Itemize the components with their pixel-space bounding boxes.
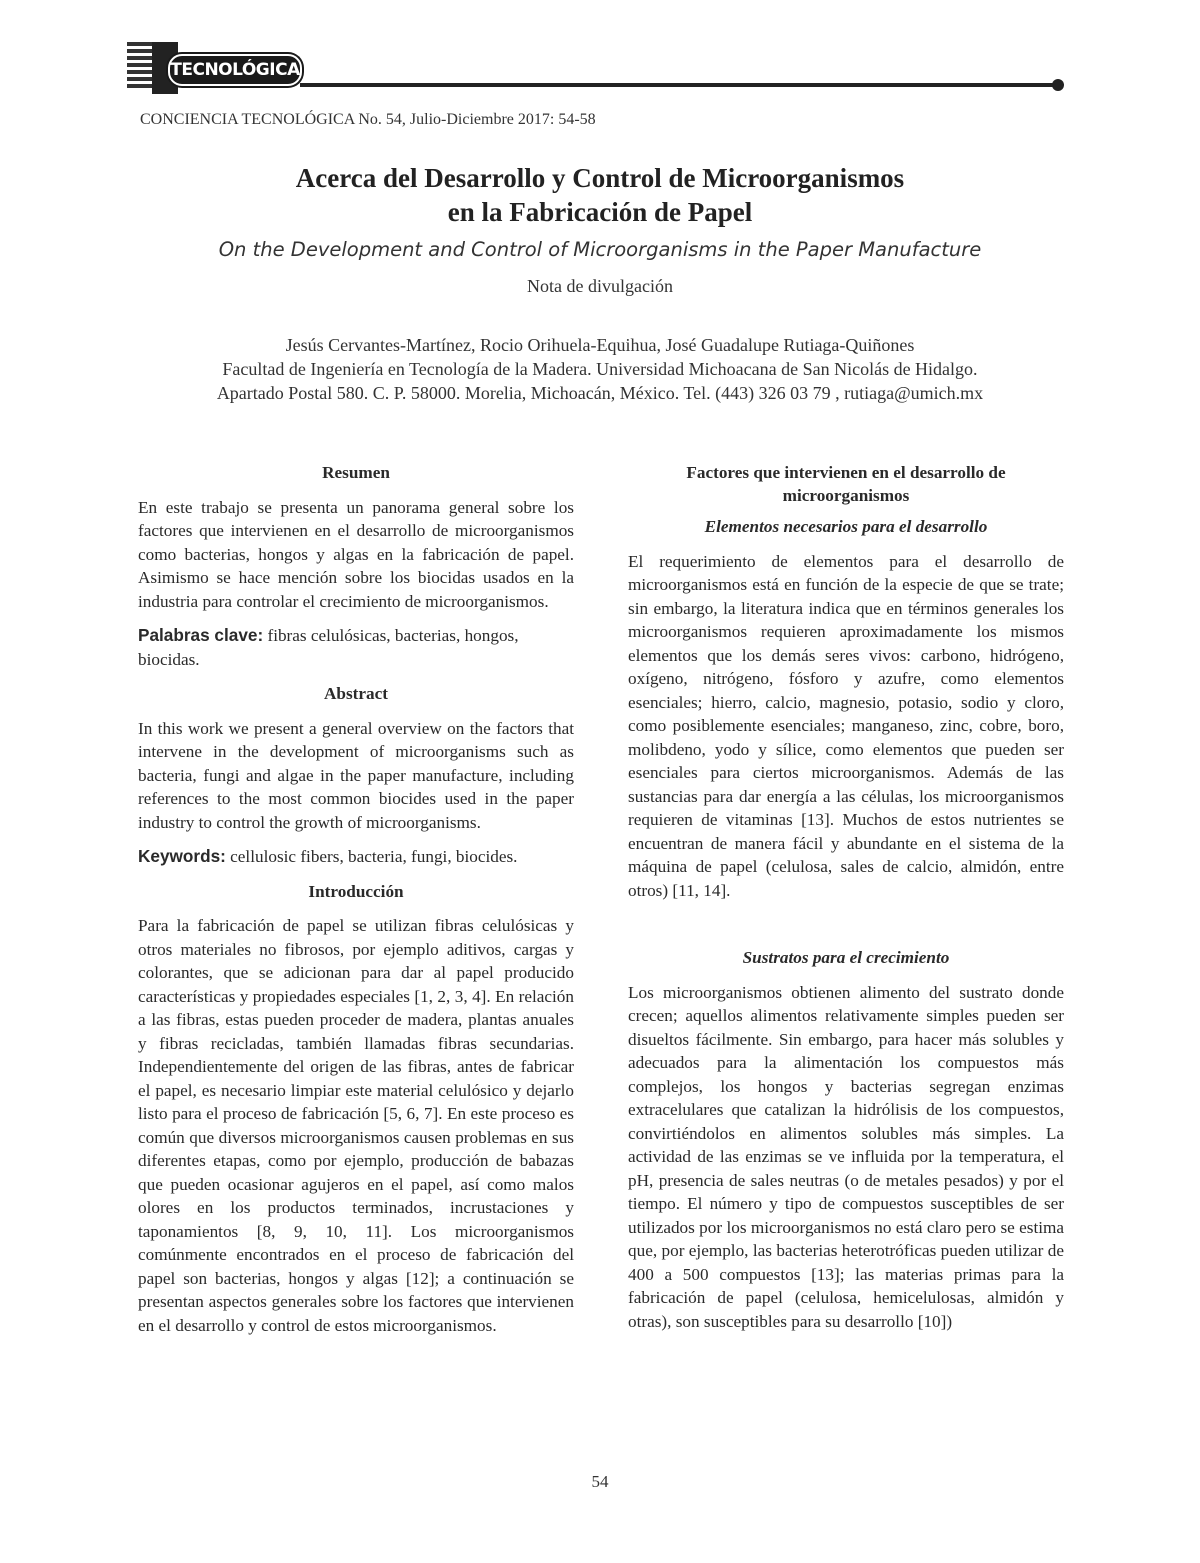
article-title: [0, 161, 1200, 229]
keywords-label: Keywords:: [138, 846, 226, 866]
page-number: 54: [591, 1472, 609, 1491]
factores-heading-line-2: microorganismos: [782, 486, 910, 505]
keywords: [138, 845, 574, 869]
left-column: [138, 461, 574, 1348]
title-line-2: en la Fabricación de Papel: [447, 197, 753, 227]
abstract-text: In this work we present a general overview on the factors that intervene in the development of microorganisms such as bacteria, fungi and algae in the paper manufacture, including references to the most common biocides used in the paper industry to control the growth of microorganisms.: [138, 718, 574, 832]
title-line-1: Acerca del Desarrollo y Control de Microorganismos: [295, 163, 905, 193]
factores-heading-line-1: Factores que intervienen en el desarrollo de: [686, 463, 1006, 482]
authors: Jesús Cervantes-Martínez, Rocio Orihuela-Equihua, José Guadalupe Rutiaga-Quiñones: [285, 335, 915, 355]
elementos-text: El requerimiento de elementos para el desarrollo de microorganismos está en función de la especie de que se trate; sin embargo, la literatura indica que en términos generales los microorganismos requieren aproximadamente los mismos elementos que los demás seres vivos: carbono, hidrógeno, oxígeno, nitrógeno, fósforo y azufre, como elementos esenciales; hierro, calcio, magnesio, potasio, sodio y cloro, como posiblemente esenciales; manganeso, zinc, cobre, boro, molibdeno, yodo y sílice, como elementos que pueden ser esenciales para ciertos microorganismos. Además de las sustancias para dar energía a las células, los microorganismos requieren de vitaminas [13]. Muchos de estos nutrientes se encuentran de manera fácil y abundante en el sistema de la máquina de papel (celulosa, sales de calcio, almidón, entre otros) [11, 14].: [628, 551, 1064, 900]
sustratos-heading: Sustratos para el crecimiento: [742, 948, 950, 967]
author-block: [0, 333, 1200, 405]
resumen-text: En este trabajo se presenta un panorama general sobre los factores que intervienen en el desarrollo de microorganismos como bacterias, hongos y algas en la fabricación de papel. Asimismo se hace mención sobre los biocidas usados en la industria para controlar el crecimiento de microorganismos.: [138, 497, 574, 611]
palabras-clave-label: Palabras clave:: [138, 625, 264, 645]
elementos-heading: Elementos necesarios para el desarrollo: [704, 517, 988, 536]
address: Apartado Postal 580. C. P. 58000. Morelia, Michoacán, México. Tel. (443) 326 03 79 , rutiaga@umich.mx: [216, 383, 984, 403]
english-title: On the Development and Control of Microorganisms in the Paper Manufacture: [218, 238, 982, 261]
header-rule: [300, 83, 1055, 87]
keywords-text: cellulosic fibers, bacteria, fungi, biocides.: [225, 847, 518, 866]
affiliation: Facultad de Ingeniería en Tecnología de la Madera. Universidad Michoacana de San Nicolás de Hidalgo.: [222, 359, 978, 379]
introduccion-heading: Introducción: [308, 881, 404, 901]
journal-logo: TECNOLÓGICA: [168, 54, 302, 86]
article-type: Nota de divulgación: [527, 276, 673, 296]
palabras-clave-text: fibras celulósicas, bacterias, hongos, biocidas.: [138, 626, 519, 669]
abstract-heading: Abstract: [324, 684, 388, 703]
journal-citation: CONCIENCIA TECNOLÓGICA No. 54, Julio-Diciembre 2017: 54-58: [140, 111, 596, 128]
header-rule-dot: [1052, 79, 1064, 91]
right-column: [628, 461, 1064, 1344]
resumen-heading: Resumen: [322, 463, 390, 482]
palabras-clave: [138, 624, 574, 671]
sustratos-text: Los microorganismos obtienen alimento del sustrato donde crecen; aquellos alimentos relativamente simples pueden ser disueltos fácilmente. Sin embargo, para hacer más solubles y adecuados para la alimentación los compuestos más complejos, los hongos y bacterias segregan enzimas extracelulares que catalizan la hidrólisis de los compuestos, convirtiéndolos en alimentos solubles más simples. La actividad de las enzimas se ve influida por la temperatura, el pH, presencia de sales neutras (o de metales pesados) y por el tiempo. El número y tipo de compuestos susceptibles de ser utilizados por los microorganismos no está claro pero se estima que, por ejemplo, las bacterias heterotróficas pueden utilizar de 400 a 500 compuestos [13]; las materias primas para la fabricación de papel (celulosa, hemicelulosas, almidón y otras), son susceptibles para su desarrollo [10]): [628, 982, 1064, 1331]
introduccion-text: Para la fabricación de papel se utilizan fibras celulósicas y otros materiales no fibrosos, por ejemplo aditivos, cargas y colorantes, que se adicionan para dar al papel producido características y propiedades especiales [1, 2, 3, 4]. En relación a las fibras, estas pueden proceder de madera, plantas anuales y fibras recicladas, también llamadas fibras secundarias. Independientemente del origen de las fibras, antes de fabricar el papel, es necesario limpiar este material celulósico y dejarlo listo para el proceso de fabricación [5, 6, 7]. En este proceso es común que diversos microorganismos causen problemas en sus diferentes etapas, como por ejemplo, producción de babazas que pueden ocasionar agujeros en el papel, así como malos olores en los productos terminados, incrustaciones y taponamientos [8, 9, 10, 11]. Los microorganismos comúnmente encontrados en el proceso de fabricación del papel son bacterias, hongos y algas [12]; a continuación se presentan aspectos generales sobre los factores que intervienen en el desarrollo y control de estos microorganismos.: [138, 916, 574, 1335]
